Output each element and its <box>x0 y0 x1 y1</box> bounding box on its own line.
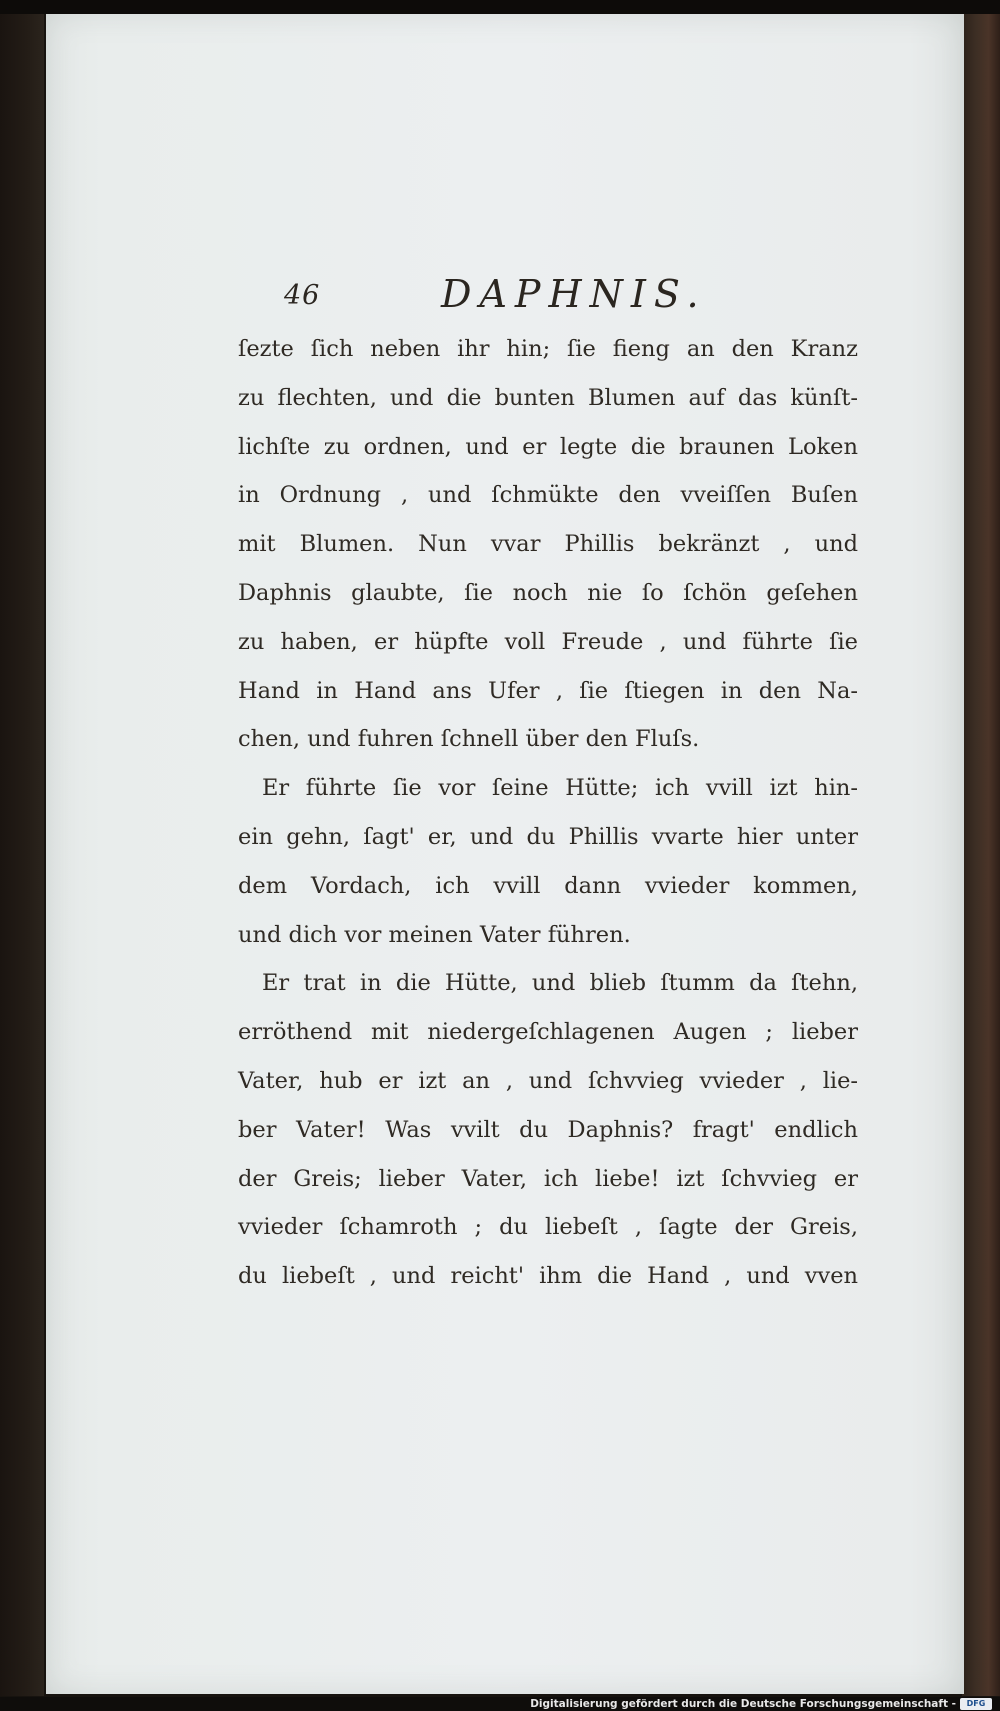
digitization-credit: Digitalisierung gefördert durch die Deutsche Forschungsgemeinschaft - <box>530 1698 956 1710</box>
text-line: ſezte ſich neben ihr hin; ſie fieng an den Kranz <box>238 336 858 362</box>
scan-top-border <box>0 0 1000 14</box>
page-number: 46 <box>284 280 321 311</box>
text-line: in Ordnung , und ſchmükte den vveiſſen Buſen <box>238 482 858 509</box>
paragraph-3 <box>238 959 858 1301</box>
book-binding-edge <box>0 14 44 1696</box>
book-cover-edge <box>962 14 1000 1696</box>
text-line: chen, und fuhren ſchnell über den Fluſs. <box>238 726 700 753</box>
text-line: und dich vor meinen Vater führen. <box>238 921 631 948</box>
text-line: vvieder ſchamroth ; du liebeſt , ſagte der Greis, <box>238 1214 858 1241</box>
dfg-logo: DFG <box>960 1698 992 1710</box>
page-header <box>284 272 754 318</box>
text-line: Hand in Hand ans Ufer , ſie ſtiegen in den Na- <box>238 677 858 704</box>
text-line: Daphnis glaubte, ſie noch nie ſo ſchön geſehen <box>238 579 858 606</box>
text-line: dem Vordach, ich vvill dann vvieder kommen, <box>238 872 858 899</box>
text-line: erröthend mit niedergeſchlagenen Augen ; lieber <box>238 1019 858 1046</box>
text-line: Er trat in die Hütte, und blieb ſtumm da ſtehn, <box>262 970 858 997</box>
text-line: ein gehn, ſagt' er, und du Phillis vvarte hier unter <box>238 823 858 850</box>
text-line: mit Blumen. Nun vvar Phillis bekränzt , und <box>238 531 858 558</box>
text-line: ber Vater! Was vvilt du Daphnis? fragt' endlich <box>238 1116 858 1143</box>
running-title: DAPHNIS. <box>441 272 707 316</box>
text-line: Er führte ſie vor ſeine Hütte; ich vvill izt hin- <box>262 775 858 802</box>
text-line: zu flechten, und die bunten Blumen auf das künſt- <box>238 384 858 411</box>
paragraph-2 <box>238 764 858 959</box>
text-line: Vater, hub er izt an , und ſchvvieg vvieder , lie- <box>238 1067 858 1094</box>
text-line: lichſte zu ordnen, und er legte die braunen Loken <box>238 433 858 460</box>
paragraph-1 <box>238 325 858 764</box>
text-line: du liebeſt , und reicht' ihm die Hand , und vven <box>238 1263 858 1290</box>
text-line: der Greis; lieber Vater, ich liebe! izt ſchvvieg er <box>238 1165 858 1192</box>
body-text <box>238 325 858 1301</box>
text-line: zu haben, er hüpfte voll Freude , und führte ſie <box>238 628 858 655</box>
